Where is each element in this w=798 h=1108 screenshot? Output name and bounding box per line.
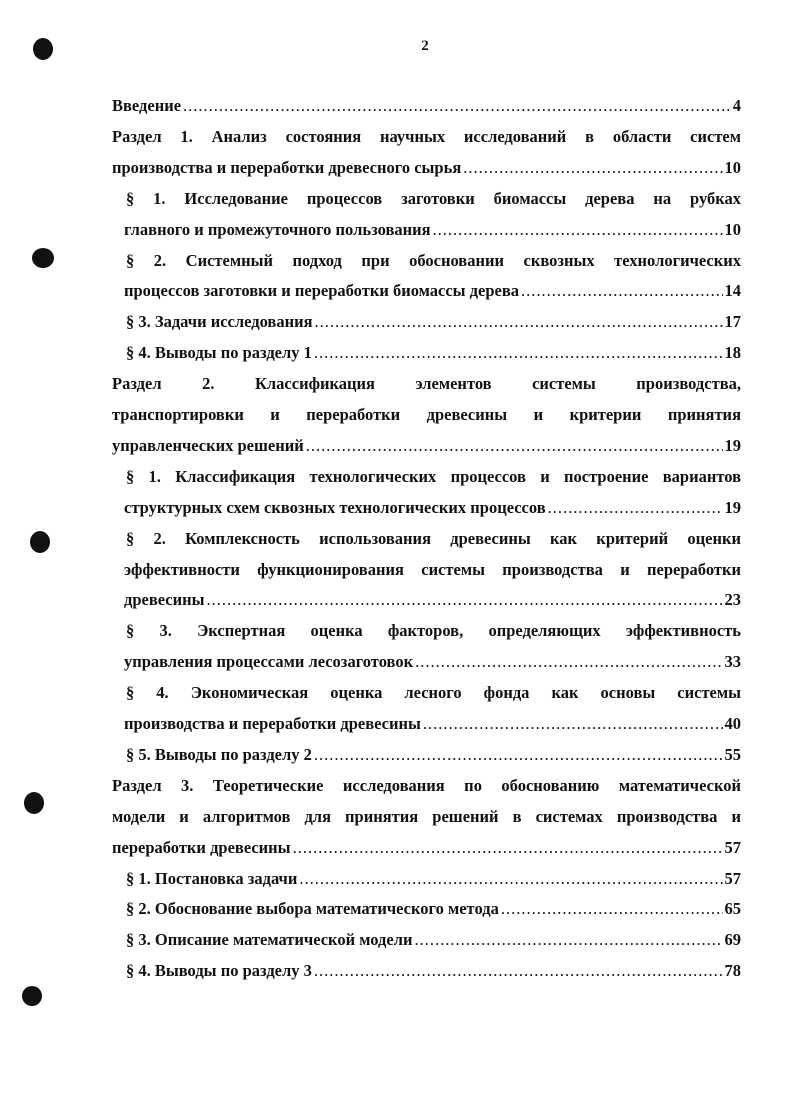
toc-entry-text: транспортировки и переработки древесины и критерии принятия — [112, 405, 741, 424]
toc-page-number: 33 — [724, 652, 741, 672]
toc-entry-text: модели и алгоритмов для принятия решений в системах производства и — [112, 806, 741, 826]
toc-leader-dots — [299, 869, 722, 889]
toc-entry-line-last — [112, 436, 741, 456]
toc-entry-text: Раздел 3. Теоретические исследования по обоснованию математической — [112, 775, 741, 795]
toc-page-number: 40 — [724, 714, 741, 733]
toc-entry-text: переработки древесины — [112, 837, 291, 857]
toc-entry-line-last — [126, 899, 741, 919]
toc-leader-dots — [315, 312, 723, 332]
toc-leader-dots — [314, 343, 723, 363]
toc-page-number: 65 — [724, 899, 741, 919]
toc-entry-text: § 2. Комплексность использования древесины как критерий оценки — [126, 528, 741, 548]
toc-entry-line-last — [124, 714, 741, 734]
toc-entry-text: § 5. Выводы по разделу 2 — [126, 744, 312, 764]
toc-leader-dots — [463, 158, 722, 178]
toc-page-number: 10 — [724, 157, 741, 177]
toc-leader-dots — [314, 745, 723, 765]
toc-page-number: 55 — [724, 744, 741, 764]
toc-leader-dots — [183, 96, 731, 116]
toc-page-number: 18 — [724, 343, 741, 363]
page-number: 2 — [421, 38, 429, 54]
toc-entry-text: производства и переработки древесного сырья — [112, 157, 462, 177]
toc-page-number: 19 — [724, 497, 741, 517]
toc-entry-line-last — [126, 312, 741, 332]
punch-hole-mark — [33, 38, 53, 60]
toc-entry-text: § 1. Постановка задачи — [126, 868, 298, 888]
toc-entry-text: § 4. Выводы по разделу 3 — [126, 961, 312, 981]
toc-entry-text: § 1. Классификация технологических процессов и построение вариантов — [126, 466, 741, 486]
toc-entry-text: § 4. Выводы по разделу 1 — [126, 343, 312, 363]
toc-entry-text: эффективности функционирования системы производства и переработки — [124, 559, 741, 579]
toc-entry-line-last — [124, 590, 741, 610]
toc-entry-line-last — [126, 869, 741, 889]
toc-entry-text: § 1. Исследование процессов заготовки биомассы дерева на рубках — [126, 188, 741, 208]
toc-entry-line-last — [126, 745, 741, 765]
toc-leader-dots — [433, 220, 723, 240]
toc-entry-text: структурных схем сквозных технологических процессов — [124, 497, 546, 517]
toc-entry-text: главного и промежуточного пользования — [124, 219, 431, 239]
toc-leader-dots — [314, 961, 723, 981]
punch-hole-mark — [22, 986, 42, 1006]
toc-entry-line-last — [124, 498, 741, 518]
toc-entry-line-last — [124, 281, 741, 301]
toc-entry-text: § 3. Описание математической модели — [126, 930, 413, 950]
toc-leader-dots — [415, 652, 722, 672]
toc-entry-text: управленческих решений — [112, 435, 304, 455]
toc-entry-text: Раздел 1. Анализ состояния научных исследований в области систем — [112, 126, 741, 146]
punch-hole-mark — [24, 792, 44, 814]
toc-leader-dots — [293, 838, 723, 858]
toc-entry-text: процессов заготовки и переработки биомассы дерева — [124, 281, 520, 301]
toc-entry-line-last — [124, 652, 741, 672]
toc-page-number: 14 — [724, 281, 741, 301]
toc-page-number: 17 — [724, 312, 741, 332]
toc-entry-text: Введение — [112, 96, 182, 115]
toc-leader-dots — [501, 899, 723, 919]
toc-leader-dots — [414, 930, 722, 950]
toc-leader-dots — [423, 714, 723, 734]
toc-entry-text: § 4. Экономическая оценка лесного фонда как основы системы — [126, 683, 741, 703]
toc-entry-line-last — [112, 96, 741, 116]
toc-entry-line-last — [112, 158, 741, 178]
toc-page-number: 57 — [724, 837, 741, 857]
toc-entry-line-last — [126, 930, 741, 950]
toc-leader-dots — [521, 281, 722, 301]
toc-entry-text: управления процессами лесозаготовок — [124, 652, 414, 672]
toc-page-number: 10 — [724, 219, 741, 239]
toc-page-number: 78 — [724, 961, 741, 981]
toc-page-number: 4 — [732, 96, 741, 115]
toc-entry-text: § 3. Экспертная оценка факторов, определяющих эффективность — [126, 621, 741, 641]
toc-leader-dots — [548, 498, 723, 518]
toc-entry-line-last — [124, 220, 741, 240]
toc-entry-line-last — [126, 343, 741, 363]
toc-page-number: 57 — [724, 868, 741, 888]
toc-entry-text: § 3. Задачи исследования — [126, 312, 313, 332]
toc-page-number: 23 — [724, 590, 741, 610]
toc-page-number: 19 — [724, 435, 741, 455]
toc-entry-text: древесины — [124, 590, 205, 610]
toc-entry-text: § 2. Обоснование выбора математического метода — [126, 899, 499, 919]
toc-page-number: 69 — [724, 930, 741, 950]
punch-hole-mark — [30, 531, 50, 553]
toc-entry-line-last — [112, 838, 741, 858]
punch-hole-mark — [32, 248, 54, 268]
toc-entry-text: § 2. Системный подход при обосновании сквозных технологических — [126, 250, 741, 270]
toc-entry-text: производства и переработки древесины — [124, 714, 421, 733]
toc-entry-text: Раздел 2. Классификация элементов системы производства, — [112, 374, 741, 394]
toc-leader-dots — [306, 436, 723, 456]
toc-entry-line-last — [126, 961, 741, 981]
toc-leader-dots — [207, 590, 723, 610]
